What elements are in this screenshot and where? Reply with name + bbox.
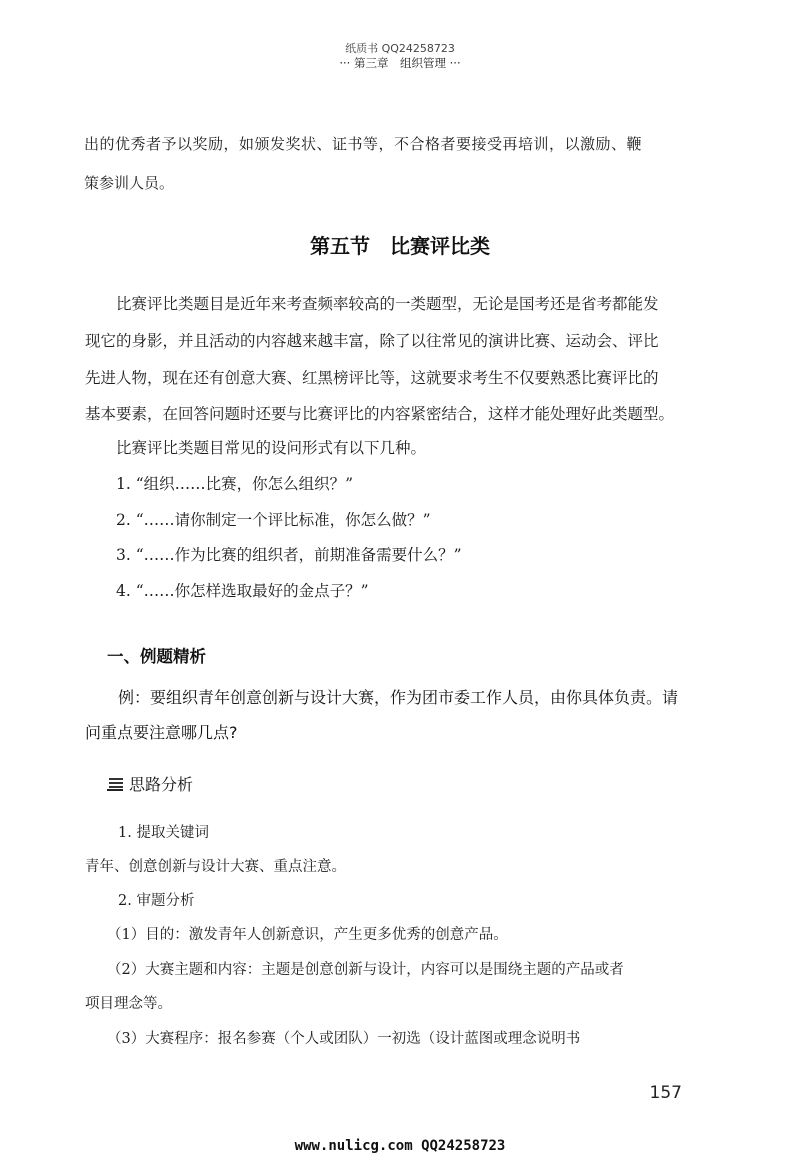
question-form-item: 4. “……你怎样选取最好的金点子？” <box>116 582 369 600</box>
step2-title: 2. 审题分析 <box>118 893 195 909</box>
main-paragraph-line-4: 基本要素，在回答问题时还要与比赛评比的内容紧密结合，这样才能处理好此类题型。 <box>85 405 675 423</box>
intro-line-1: 出的优秀者予以奖励，如颁发奖状、证书等，不合格者要接受再培训，以激励、鞭 <box>84 135 643 153</box>
section-title: 第五节 比赛评比类 <box>310 234 490 258</box>
forms-intro: 比赛评比类题目常见的设问形式有以下几种。 <box>116 439 427 457</box>
example-line-2: 问重点要注意哪几点? <box>85 723 238 742</box>
document-lines-icon <box>107 776 123 791</box>
running-header-chapter: ··· 第三章 组织管理 ··· <box>339 56 461 70</box>
analysis-title: 思路分析 <box>129 775 194 794</box>
main-paragraph-line-3: 先进人物，现在还有创意大赛、红黑榜评比等，这就要求考生不仅要熟悉比赛评比的 <box>85 369 659 387</box>
page-number: 157 <box>649 1083 682 1103</box>
header-watermark: 纸质书 QQ24258723 <box>345 42 455 55</box>
subheading-examples: 一、例题精析 <box>107 647 206 666</box>
footer-watermark: www.nulicg.com QQ24258723 <box>294 1138 506 1154</box>
analysis-point: （2）大赛主题和内容：主题是创意创新与设计，内容可以是围绕主题的产品或者 <box>107 962 624 978</box>
analysis-point-continuation: 项目理念等。 <box>85 996 172 1012</box>
main-paragraph-line-2: 现它的身影，并且活动的内容越来越丰富，除了以往常见的演讲比赛、运动会、评比 <box>85 332 659 350</box>
main-paragraph-line-1: 比赛评比类题目是近年来考查频率较高的一类题型，无论是国考还是省考都能发 <box>116 295 659 313</box>
question-form-item: 2. “……请你制定一个评比标准，你怎么做？” <box>116 511 431 529</box>
step1-title: 1. 提取关键词 <box>118 825 209 841</box>
keywords-line: 青年、创意创新与设计大赛、重点注意。 <box>85 859 346 875</box>
analysis-heading <box>107 772 193 795</box>
analysis-point: （1）目的：激发青年人创新意识，产生更多优秀的创意产品。 <box>107 927 508 943</box>
intro-line-2: 策参训人员。 <box>84 174 175 192</box>
example-line-1: 例：要组织青年创意创新与设计大赛，作为团市委工作人员，由你具体负责。请 <box>118 688 679 707</box>
question-form-item: 1. “组织……比赛，你怎么组织？” <box>116 475 354 493</box>
question-form-item: 3. “……作为比赛的组织者，前期准备需要什么？” <box>116 546 462 564</box>
analysis-point: （3）大赛程序：报名参赛（个人或团队）一初选（设计蓝图或理念说明书 <box>107 1031 581 1047</box>
